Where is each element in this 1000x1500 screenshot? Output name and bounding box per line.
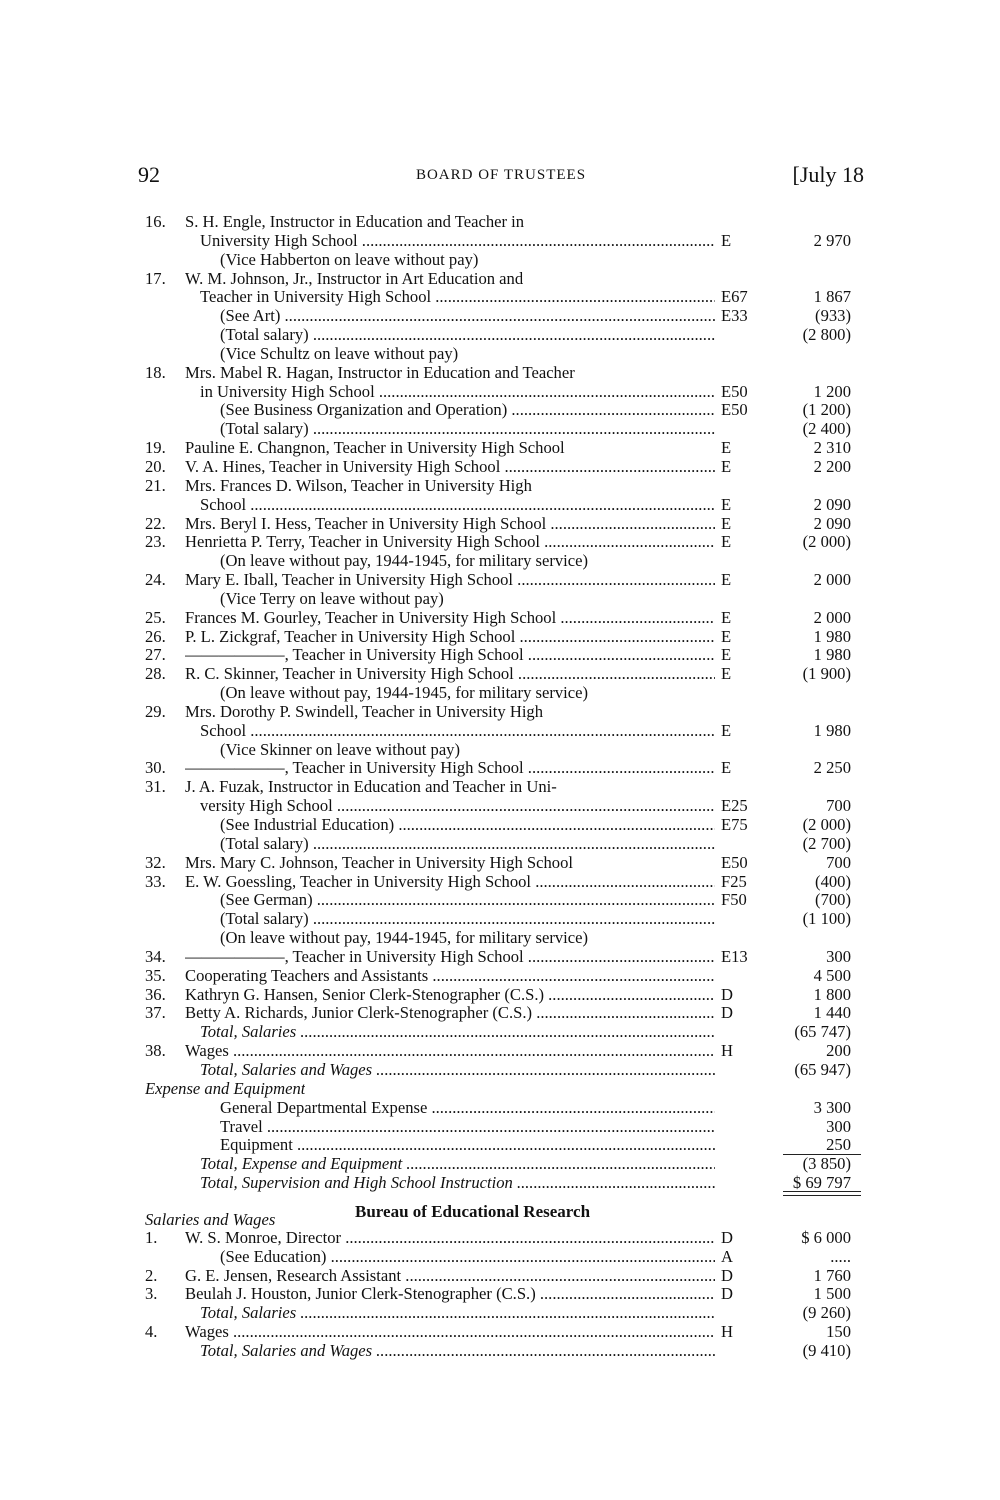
ledger-line [145,891,865,910]
entry-text [220,326,715,345]
entry-text: Mrs. Frances D. Wilson, Teacher in University High [185,476,532,495]
item-number: 1. [145,1227,158,1247]
item-number: 17. [145,268,166,288]
fund-code: E13 [721,946,748,966]
fund-code: E [721,494,732,514]
entry-text: Salaries and Wages [145,1210,276,1229]
entry-label: Betty A. Richards, Junior Clerk-Stenographer (C.S.) ..... [185,1004,715,1022]
fund-code: E [721,758,732,778]
entry-text [220,1099,715,1118]
item-number: 26. [145,626,166,646]
fund-code: H [721,1041,733,1061]
entry-text: S. H. Engle, Instructor in Education and Teacher in [185,213,525,231]
ledger-line [145,1155,865,1174]
entry-label: School ..... [200,496,715,514]
ledger-line [145,1099,865,1118]
amount: 700 [826,796,851,816]
running-title: BOARD OF TRUSTEES [415,167,587,183]
amount: (9 410) [802,1340,851,1360]
entry-text [220,1136,715,1155]
entry-text [200,722,715,741]
entry-label: Total, Supervision and High School Instruction ..... [200,1174,715,1192]
entry-label: ——————, Teacher in University High School ..... [185,759,715,777]
ledger-line [145,722,865,741]
amount: 3 300 [813,1097,851,1117]
entry-text [200,1023,715,1042]
ledger-line [145,533,865,552]
ledger-line [145,515,865,534]
entry-text [220,420,715,439]
fund-code: E [721,570,732,590]
entry-text: J. A. Fuzak, Instructor in Education and Teacher in Uni- [185,778,557,797]
entry-text [185,948,715,967]
entry-text [185,967,715,986]
ledger-line [145,1202,865,1229]
ledger-line [145,986,865,1005]
ledger-line [145,835,865,854]
amount: 1 800 [813,984,851,1004]
entry-label: (See German) ..... [220,891,715,909]
ledger-line [145,628,865,647]
entry-label: (Total salary) ..... [220,910,715,928]
ledger-line [145,703,865,722]
item-number: 28. [145,664,166,684]
item-number: 19. [145,438,166,458]
entry-label: versity High School ..... [200,797,715,815]
entry-text [185,646,715,665]
entry-text [220,1248,715,1267]
entry-label: Total, Salaries ..... [200,1304,715,1322]
entry-label: Wages ..... [185,1042,715,1060]
ledger-line [145,270,865,289]
fund-code: H [721,1322,733,1342]
ledger-line [145,401,865,420]
entry-text [185,628,715,647]
fund-code: E25 [721,796,748,816]
ledger-line [145,383,865,402]
amount: ..... [830,1246,851,1266]
fund-code: E [721,438,732,458]
ledger-line [145,646,865,665]
item-number: 31. [145,777,166,797]
ledger-line [145,967,865,986]
amount: 1 200 [813,381,851,401]
entry-text [185,1323,715,1342]
page-header [138,162,864,192]
entry-text [185,873,715,892]
entry-label: (See Education) ..... [220,1248,715,1266]
entry-text: (Vice Schultz on leave without pay) [220,344,459,363]
item-number: 36. [145,984,166,1004]
entry-label: R. C. Skinner, Teacher in University High School ..... [185,665,715,683]
amount: 1 500 [813,1284,851,1304]
ledger-line [145,345,865,364]
entry-text [200,496,715,515]
fund-code: D [721,1284,733,1304]
fund-code: F50 [721,890,747,910]
entry-label: Cooperating Teachers and Assistants ..... [185,967,715,985]
item-number: 33. [145,871,166,891]
amount: 150 [826,1322,851,1342]
ledger-line [145,1323,865,1342]
item-number: 4. [145,1322,158,1342]
item-number: 3. [145,1284,158,1304]
item-number: 27. [145,645,166,665]
amount: $ 6 000 [801,1227,851,1247]
ledger-line [145,251,865,270]
entry-label: ——————, Teacher in University High School ..... [185,948,715,966]
entry-label: P. L. Zickgraf, Teacher in University High School ..... [185,628,715,646]
ledger-line [145,420,865,439]
amount: (700) [815,890,851,910]
amount: (400) [815,871,851,891]
amount: 2 000 [813,570,851,590]
fund-code: E [721,513,732,533]
ledger-line [145,439,865,458]
ledger-line [145,1229,865,1248]
amount: 1 760 [813,1265,851,1285]
entry-text: W. M. Johnson, Jr., Instructor in Art Education and [185,269,524,288]
amount: (2 000) [802,532,851,552]
fund-code: E [721,626,732,646]
amount: (65 947) [794,1059,851,1079]
entry-text [185,1285,715,1304]
fund-code: E50 [721,400,748,420]
entry-text [185,458,715,477]
entry-text: (On leave without pay, 1944-1945, for military service) [220,929,589,948]
amount: (2 000) [802,815,851,834]
entry-label: Teacher in University High School ..... [200,288,715,306]
ledger-line [145,1042,865,1061]
fund-code: E [721,720,732,740]
item-number: 22. [145,513,166,533]
item-number: 37. [145,1003,166,1023]
amount: 1 440 [813,1003,851,1023]
ledger-line [145,948,865,967]
amount: 2 090 [813,494,851,514]
amount: (3 850) [802,1154,851,1174]
entry-label: Beulah J. Houston, Junior Clerk-Stenographer (C.S.) ..... [185,1285,715,1303]
entry-label: Total, Salaries and Wages ..... [200,1061,715,1079]
entry-text [220,910,715,929]
fund-code: E50 [721,852,748,872]
amount: (1 200) [802,400,851,420]
ledger-line [145,1267,865,1286]
entry-label: G. E. Jensen, Research Assistant ..... [185,1267,715,1285]
amount: (2 700) [802,833,851,853]
budget-listing [145,213,865,1361]
ledger-line [145,307,865,326]
ledger-line [145,1304,865,1323]
entry-text [200,1061,715,1080]
amount: 2 090 [813,513,851,533]
fund-code: D [721,1227,733,1247]
amount: 1 980 [813,626,851,646]
ledger-line [145,910,865,929]
entry-text [185,1229,715,1248]
ledger-line [145,590,865,609]
fund-code: E33 [721,306,748,326]
ledger-line [145,929,865,948]
entry-text: (On leave without pay, 1944-1945, for military service) [220,552,589,571]
amount: 700 [826,852,851,872]
entry-label: Kathryn G. Hansen, Senior Clerk-Stenographer (C.S.) ..... [185,986,715,1004]
amount: (65 747) [794,1022,851,1042]
ledger-line [145,552,865,571]
amount: 200 [826,1041,851,1061]
ledger-line [145,1004,865,1023]
ledger-line [145,1061,865,1080]
ledger-line [145,288,865,307]
ledger-line [145,684,865,703]
amount: 1 867 [813,287,851,307]
entry-text [185,759,715,778]
entry-label: Total, Salaries ..... [200,1023,715,1041]
entry-label: Mrs. Beryl I. Hess, Teacher in University High School ..... [185,515,715,533]
amount: 2 310 [813,438,851,458]
fund-code: E [721,456,732,476]
fund-code: E67 [721,287,748,307]
fund-code: E [721,607,732,627]
entry-label: School ..... [200,722,715,740]
entry-label: Wages ..... [185,1323,715,1341]
entry-text: Pauline E. Changnon, Teacher in University High School [185,439,565,458]
amount: 2 200 [813,456,851,476]
entry-text: Mrs. Dorothy P. Swindell, Teacher in University High [185,702,544,721]
amount: 250 [826,1135,851,1155]
entry-text [185,1042,715,1061]
ledger-line [145,609,865,628]
item-number: 35. [145,965,166,985]
entry-text [200,797,715,816]
amount: 4 500 [813,965,851,985]
entry-label: E. W. Goessling, Teacher in University High School ..... [185,873,715,891]
item-number: 20. [145,456,166,476]
ledger-line [145,778,865,797]
fund-code: D [721,984,733,1004]
item-number: 30. [145,758,166,778]
ledger-line [145,326,865,345]
ledger-line [145,741,865,760]
ledger-line [145,873,865,892]
ledger-line [145,458,865,477]
item-number: 24. [145,570,166,590]
ledger-line [145,1285,865,1304]
ledger-line [145,1080,865,1099]
item-number: 25. [145,607,166,627]
ledger-line [145,477,865,496]
entry-text [185,515,715,534]
amount: (1 100) [802,909,851,929]
entry-text [185,986,715,1005]
fund-code: E50 [721,381,748,401]
amount: (1 900) [802,664,851,684]
item-number: 16. [145,212,166,231]
header-date: [July 18 [792,162,864,187]
amount: 300 [826,946,851,966]
ledger-line [145,854,865,873]
ledger-line [145,496,865,515]
fund-code: E75 [721,815,748,834]
entry-text [220,1118,715,1137]
ledger-line [145,797,865,816]
entry-text [185,533,715,552]
entry-text [200,1304,715,1323]
page-number: 92 [138,162,160,187]
entry-text [185,609,715,628]
item-number: 2. [145,1265,158,1285]
entry-label: Travel ..... [220,1118,715,1136]
ledger-line [145,1023,865,1042]
item-number: 29. [145,701,166,721]
entry-text [185,665,715,684]
fund-code: E [721,645,732,665]
fund-code: A [721,1246,733,1266]
item-number: 34. [145,946,166,966]
entry-label: University High School ..... [200,232,715,250]
entry-label: ——————, Teacher in University High School ..... [185,646,715,664]
section-title: Bureau of Educational Research [355,1202,591,1221]
entry-text [200,1174,715,1193]
amount: 1 980 [813,720,851,740]
entry-label: Mary E. Iball, Teacher in University High School ..... [185,571,715,589]
entry-label: (See Art) ..... [220,307,715,325]
entry-text [220,816,715,835]
entry-text [220,307,715,326]
entry-label: (See Business Organization and Operation) ..... [220,401,715,419]
entry-text [220,891,715,910]
fund-code: E [721,230,732,250]
ledger-line [145,364,865,383]
amount: $ 69 797 [792,1173,851,1193]
entry-label: V. A. Hines, Teacher in University High School ..... [185,458,715,476]
ledger-line [145,232,865,251]
ledger-line [145,1342,865,1361]
entry-text [185,1267,715,1286]
amount: 300 [826,1116,851,1136]
entry-label: Frances M. Gourley, Teacher in University High School ..... [185,609,715,627]
ledger-line [145,1174,865,1193]
entry-label: (Total salary) ..... [220,835,715,853]
entry-label: Total, Salaries and Wages ..... [200,1342,715,1360]
entry-text [200,232,715,251]
ledger-line [145,759,865,778]
amount: 2 000 [813,607,851,627]
entry-text [200,288,715,307]
ledger-line [145,1248,865,1267]
amount: 2 250 [813,758,851,778]
entry-label: W. S. Monroe, Director ..... [185,1229,715,1247]
entry-label: (See Industrial Education) ..... [220,816,715,834]
entry-text [200,1155,715,1174]
entry-text [185,1004,715,1023]
amount: (2 800) [802,325,851,345]
entry-text [185,571,715,590]
ledger-line [145,571,865,590]
fund-code: E [721,664,732,684]
entry-text [220,401,715,420]
entry-text: Mrs. Mabel R. Hagan, Instructor in Education and Teacher [185,363,575,382]
amount: (2 400) [802,419,851,439]
entry-text: (Vice Terry on leave without pay) [220,589,444,608]
entry-label: Total, Expense and Equipment ..... [200,1155,715,1173]
ledger-line [145,213,865,232]
fund-code: D [721,1003,733,1023]
entry-label: (Total salary) ..... [220,420,715,438]
entry-label: in University High School ..... [200,383,715,401]
amount: (933) [815,306,851,326]
amount: 2 970 [813,230,851,250]
entry-text: Mrs. Mary C. Johnson, Teacher in University High School [185,853,573,872]
ledger-line [145,1118,865,1137]
entry-text: (Vice Habberton on leave without pay) [220,250,479,269]
entry-label: (Total salary) ..... [220,326,715,344]
entry-text: (On leave without pay, 1944-1945, for military service) [220,684,589,703]
item-number: 38. [145,1041,166,1061]
entry-text: (Vice Skinner on leave without pay) [220,740,461,759]
entry-text [200,1342,715,1361]
amount: (9 260) [802,1303,851,1323]
item-number: 32. [145,852,166,872]
entry-text [220,835,715,854]
item-number: 23. [145,532,166,552]
ledger-line [145,1136,865,1155]
amount: 1 980 [813,645,851,665]
entry-label: Henrietta P. Terry, Teacher in University High School ..... [185,533,715,551]
entry-text [200,383,715,402]
fund-code: D [721,1265,733,1285]
item-number: 21. [145,475,166,495]
ledger-line [145,665,865,684]
fund-code: F25 [721,871,747,891]
entry-label: General Departmental Expense ..... [220,1099,715,1117]
entry-text: Expense and Equipment [145,1079,306,1098]
fund-code: E [721,532,732,552]
ledger-line [145,816,865,835]
entry-label: Equipment ..... [220,1136,715,1154]
item-number: 18. [145,362,166,382]
